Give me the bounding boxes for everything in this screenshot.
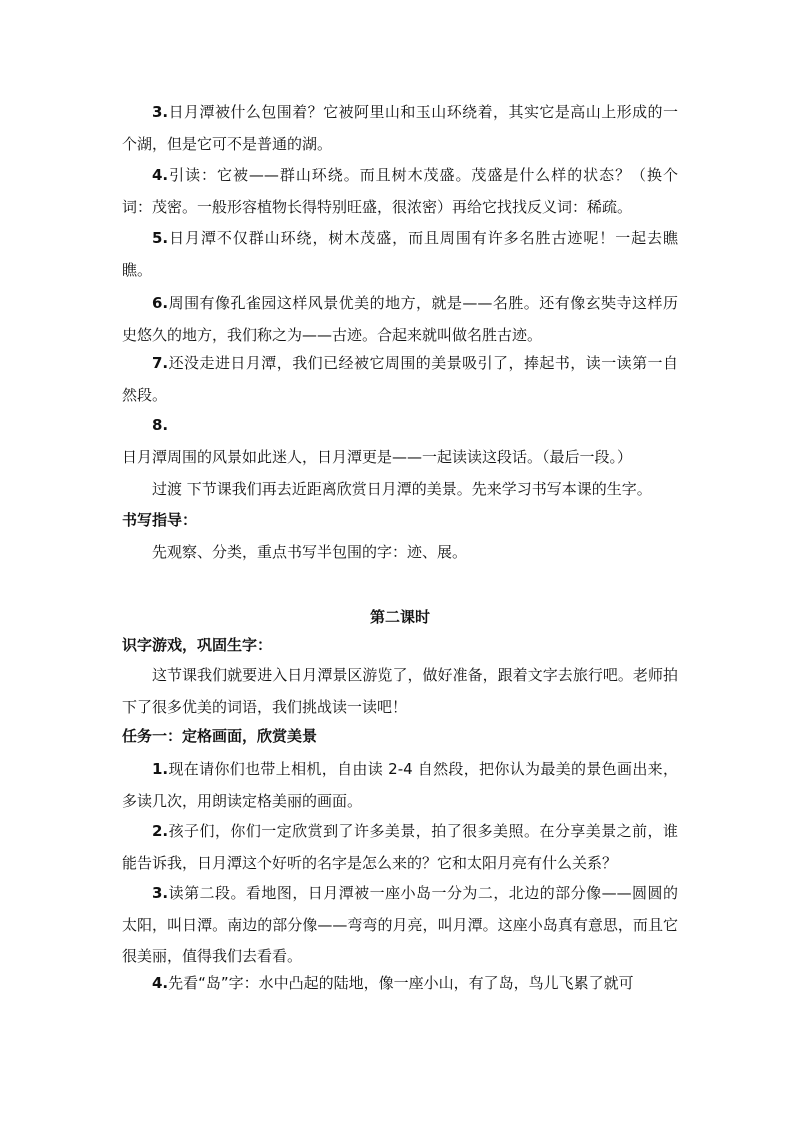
lesson-2-title: 第二课时 bbox=[369, 608, 430, 626]
transition-paragraph: 过渡 下节课我们再去近距离欣赏日月潭的美景。先来学习书写本课的生字。 bbox=[152, 480, 652, 498]
paragraph-7: 7.还没走进日月潭，我们已经被它周围的美景吸引了，捧起书，读一读第一自然段。 bbox=[122, 354, 678, 404]
paragraph-3: 3.日月潭被什么包围着？它被阿里山和玉山环绕着，其实它是高山上形成的一个湖，但是它可不是普通的湖。 bbox=[122, 103, 678, 153]
paragraph-8: 8.日月潭周围的风景如此迷人，日月潭更是——一起读读这段话。（最后一段。） bbox=[122, 416, 633, 466]
task-1-item-2: 2.孩子们，你们一定欣赏到了许多美景，拍了很多美照。在分享美景之前，谁能告诉我，日月潭这个好听的名字是怎么来的？它和太阳月亮有什么关系？ bbox=[122, 822, 678, 872]
task-1-heading: 任务一：定格画面，欣赏美景 bbox=[122, 727, 318, 745]
writing-guide-heading: 书写指导： bbox=[122, 511, 198, 529]
literacy-game-text: 这节课我们就要进入日月潭景区游览了，做好准备，跟着文字去旅行吧。老师拍下了很多优美的词语，我们挑战读一读吧！ bbox=[122, 666, 678, 716]
paragraph-6: 6.周围有像孔雀园这样风景优美的地方，就是——名胜。还有像玄奘寺这样历史悠久的地方，我们称之为——古迹。合起来就叫做名胜古迹。 bbox=[122, 294, 678, 344]
task-1-item-1: 1.现在请你们也带上相机，自由读 2-4 自然段，把你认为最美的景色画出来，多读几次，用朗读定格美丽的画面。 bbox=[122, 760, 678, 810]
paragraph-4: 4.引读：它被——群山环绕。而且树木茂盛。茂盛是什么样的状态？（换个词：茂密。一般形容植物长得特别旺盛，很浓密）再给它找找反义词：稀疏。 bbox=[122, 166, 678, 216]
literacy-game-heading: 识字游戏，巩固生字： bbox=[122, 636, 273, 654]
task-1-item-4: 4.先看“岛”字：水中凸起的陆地，像一座小山，有了岛，鸟儿飞累了就可 bbox=[152, 974, 634, 992]
task-1-item-3: 3.读第二段。看地图，日月潭被一座小岛一分为二，北边的部分像——圆圆的太阳，叫日潭。南边的部分像——弯弯的月亮，叫月潭。这座小岛真有意思，而且它很美丽，值得我们去看看。 bbox=[122, 884, 678, 965]
writing-guide-text: 先观察、分类，重点书写半包围的字：迹、展。 bbox=[152, 543, 468, 561]
paragraph-5: 5.日月潭不仅群山环绕，树木茂盛，而且周围有许多名胜古迹呢！一起去瞧瞧。 bbox=[122, 229, 678, 279]
